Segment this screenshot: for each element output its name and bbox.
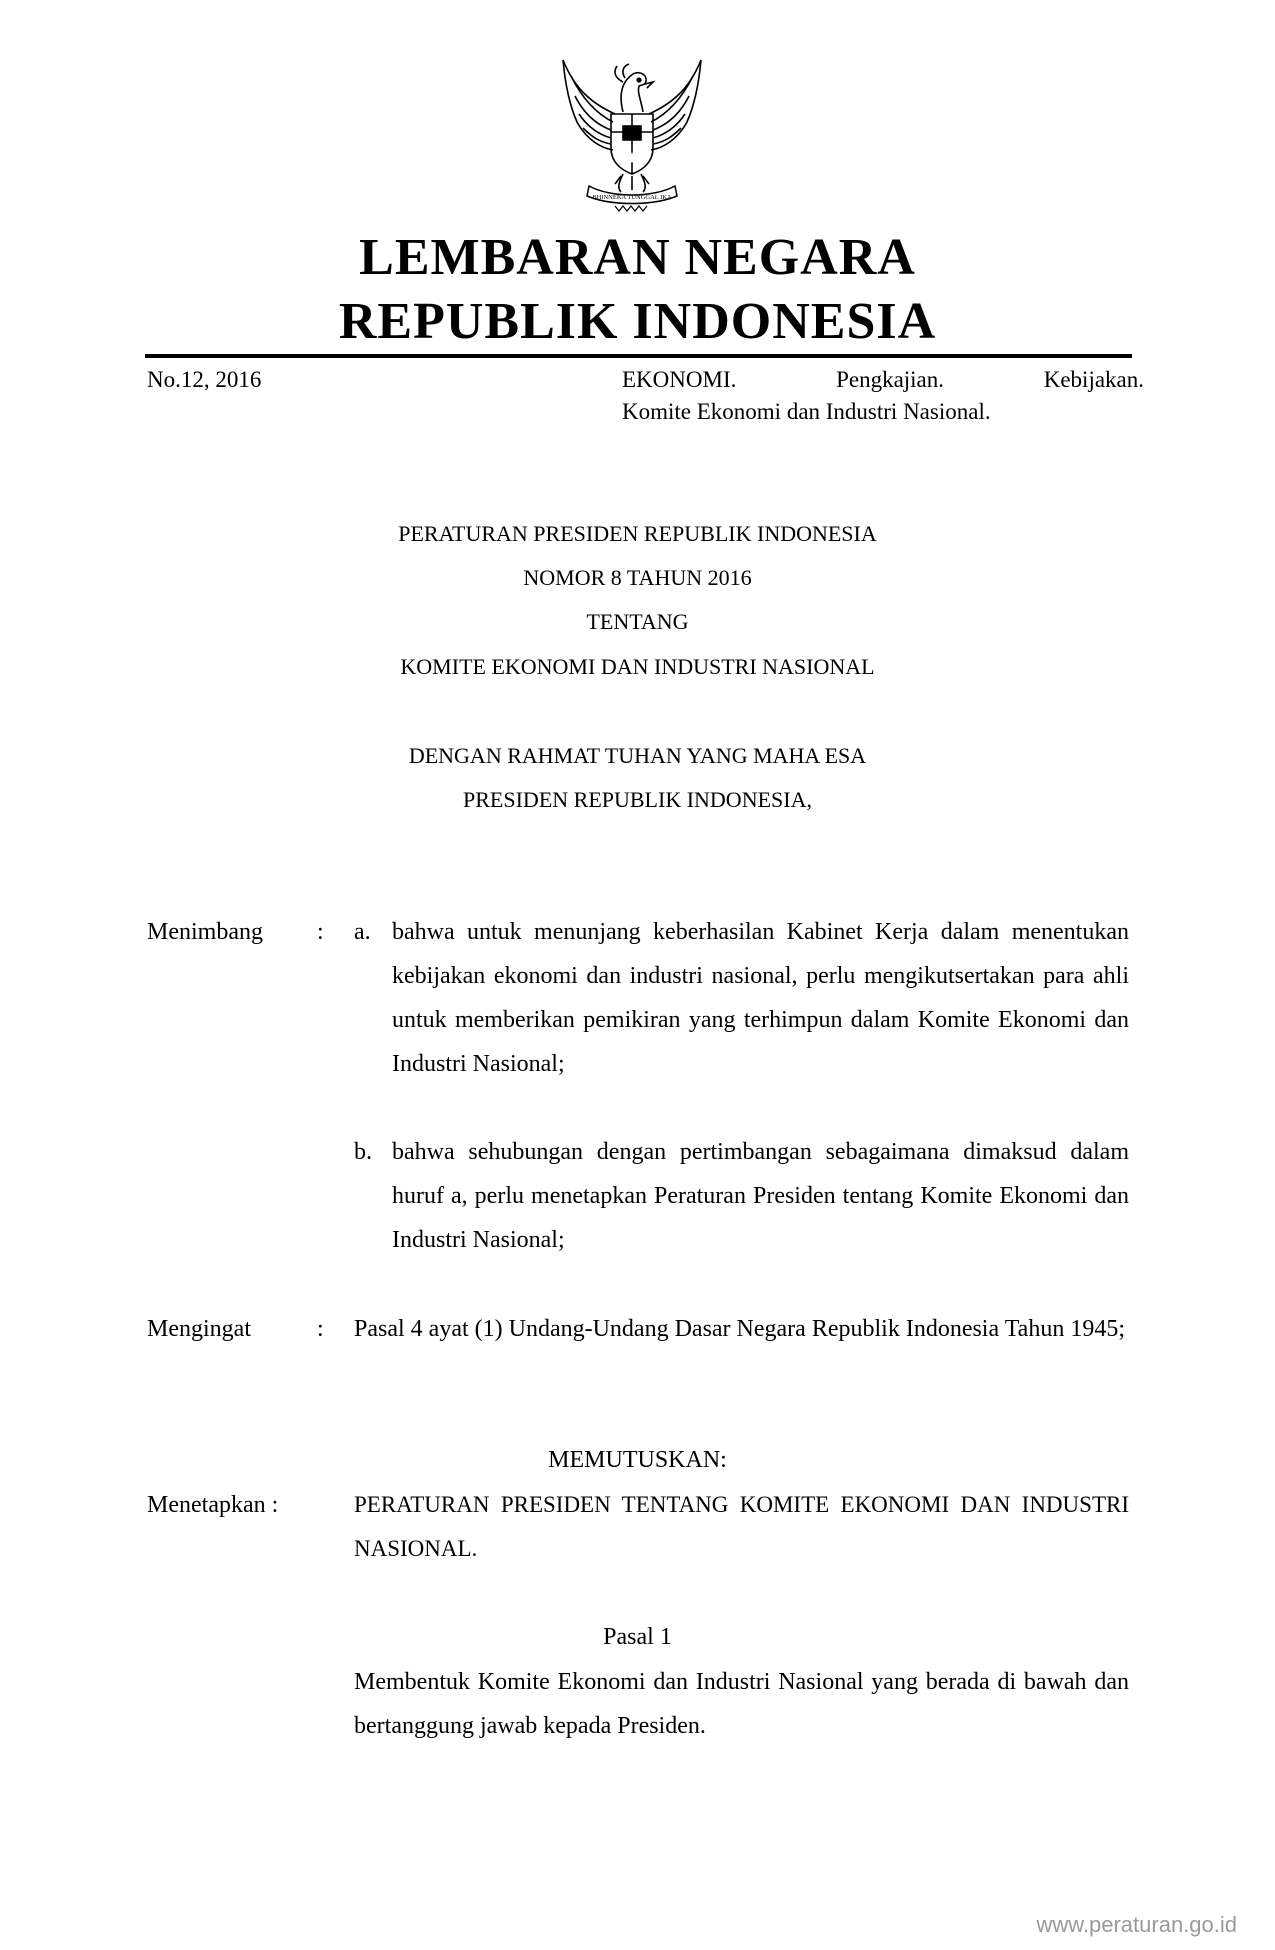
menimbang-item-b-text: bahwa sehubungan dengan pertimbangan sebagaimana dimaksud dalam huruf a, perlu menetapkan Peraturan Presiden tentang Komite Ekonomi dan Industri Nasional; (392, 1139, 1129, 1253)
menimbang-item-a-text: bahwa untuk menunjang keberhasilan Kabinet Kerja dalam menentukan kebijakan ekonomi dan industri nasional, perlu mengikutsertakan para ahli untuk memberikan pemikiran yang terhimpun dalam Komite Ekonomi dan Industri Nasional; (392, 919, 1129, 1077)
menetapkan-text: PERATURAN PRESIDEN TENTANG KOMITE EKONOMI DAN INDUSTRI NASIONAL. (354, 1492, 1129, 1561)
regulation-title: PERATURAN PRESIDEN REPUBLIK INDONESIA (398, 521, 877, 546)
regulation-subject: KOMITE EKONOMI DAN INDUSTRI NASIONAL (400, 654, 875, 679)
gazette-number: No.12, 2016 (147, 367, 262, 392)
header-divider (145, 354, 1132, 358)
gazette-subject-line2: Komite Ekonomi dan Industri Nasional. (622, 399, 991, 424)
emblem-motto: BHINNEKA TUNGGAL IKA (592, 194, 672, 201)
footer-url: www.peraturan.go.id (1036, 1912, 1237, 1937)
menimbang-item-b-marker: b. (354, 1139, 372, 1165)
gazette-title-line1: LEMBARAN NEGARA (359, 229, 916, 286)
regulation-number: NOMOR 8 TAHUN 2016 (523, 565, 752, 590)
pasal-1-text: Membentuk Komite Ekonomi dan Industri Nasional yang berada di bawah dan bertanggung jawab kepada Presiden. (354, 1669, 1129, 1739)
menetapkan-label: Menetapkan : (147, 1492, 279, 1518)
opening-formula: DENGAN RAHMAT TUHAN YANG MAHA ESA (408, 743, 867, 768)
mengingat-colon: : (317, 1316, 324, 1342)
garuda-emblem-icon (553, 52, 711, 212)
president-heading: PRESIDEN REPUBLIK INDONESIA, (463, 787, 812, 812)
menimbang-colon: : (317, 919, 324, 945)
gazette-title-line2: REPUBLIK INDONESIA (338, 293, 937, 350)
pasal-1-heading: Pasal 1 (603, 1624, 672, 1650)
menimbang-label: Menimbang (147, 919, 263, 945)
regulation-tentang: TENTANG (586, 609, 689, 634)
memutuskan-heading: MEMUTUSKAN: (548, 1447, 727, 1473)
gazette-subject-line1: EKONOMI. Pengkajian. Kebijakan. (622, 367, 1144, 392)
mengingat-label: Mengingat (147, 1316, 251, 1342)
menimbang-item-a-marker: a. (354, 919, 371, 945)
mengingat-text: Pasal 4 ayat (1) Undang-Undang Dasar Negara Republik Indonesia Tahun 1945; (354, 1316, 1125, 1342)
